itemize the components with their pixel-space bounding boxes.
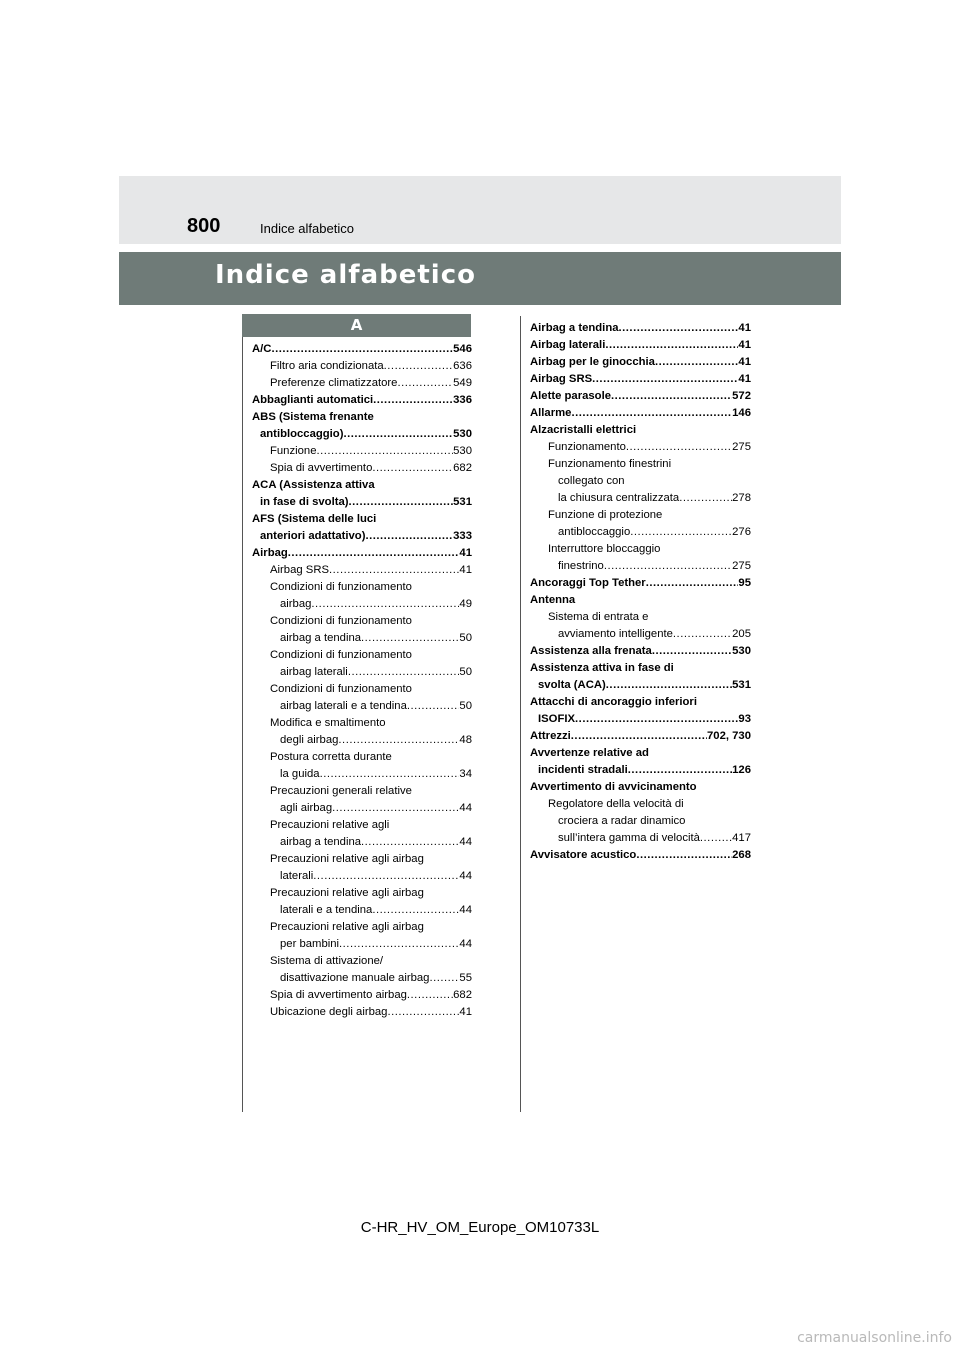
index-entry	[530, 711, 751, 728]
index-entry	[530, 337, 751, 354]
index-entry-label: laterali e a tendina	[280, 904, 373, 916]
index-entry-label: Precauzioni relative agli airbag	[270, 853, 424, 865]
dot-leader	[619, 320, 739, 337]
index-entry-page: 702, 730	[707, 730, 751, 742]
dot-leader	[311, 596, 459, 613]
index-entry-label: ABS (Sistema frenante	[252, 411, 374, 423]
dot-leader	[372, 902, 459, 919]
index-entry-label: la guida	[280, 768, 320, 780]
index-entry	[252, 545, 472, 562]
index-entry-label: Assistenza attiva in fase di	[530, 662, 674, 674]
index-entry-label: Antenna	[530, 594, 576, 606]
index-entry-label: in fase di svolta)	[260, 496, 349, 508]
index-entry-label: Airbag SRS	[530, 373, 593, 385]
index-entry-label: degli airbag	[280, 734, 339, 746]
index-entry-page: 276	[732, 526, 751, 538]
index-entry-label: airbag laterali e a tendina	[280, 700, 407, 712]
index-entry-label: Assistenza alla frenata	[530, 645, 652, 657]
index-entry-label: Funzione	[270, 445, 317, 457]
index-entry-page: 44	[459, 904, 472, 916]
index-entry-label: per bambini	[280, 938, 340, 950]
index-entry-label: Funzionamento finestrini	[548, 458, 672, 470]
index-entry	[252, 596, 472, 613]
dot-leader	[343, 426, 453, 443]
dot-leader	[361, 630, 459, 647]
index-entry-label: ISOFIX	[538, 713, 576, 725]
index-entry-label: Preferenze climatizzatore	[270, 377, 398, 389]
index-entry	[252, 358, 472, 375]
dot-leader	[673, 626, 732, 643]
index-entry	[530, 320, 751, 337]
dot-leader	[332, 800, 459, 817]
index-entry-label: Funzione di protezione	[548, 509, 663, 521]
index-entry-page: 336	[453, 394, 472, 406]
section-letter: A	[242, 314, 471, 337]
index-entry-page: 572	[732, 390, 751, 402]
index-entry	[252, 936, 472, 953]
index-entry-label: Funzionamento	[548, 441, 626, 453]
dot-leader	[606, 677, 732, 694]
index-entry	[530, 677, 751, 694]
dot-leader	[592, 371, 738, 388]
index-entry-page: 41	[459, 564, 472, 576]
index-entry-page: 41	[459, 547, 472, 559]
index-entry-page: 95	[738, 577, 751, 589]
index-entry-page: 530	[732, 645, 751, 657]
dot-leader	[700, 830, 732, 847]
index-entry-page: 275	[732, 560, 751, 572]
index-entry	[252, 443, 472, 460]
index-entry-label: antibloccaggio)	[260, 428, 344, 440]
index-entry-page: 48	[459, 734, 472, 746]
index-entry-label: Modifica e smaltimento	[270, 717, 386, 729]
index-entry	[252, 800, 472, 817]
index-entry	[252, 392, 472, 409]
index-entry-label: laterali	[280, 870, 314, 882]
index-entry-page: 531	[732, 679, 751, 691]
index-entry-page: 275	[732, 441, 751, 453]
index-entry	[252, 664, 472, 681]
index-entry	[530, 371, 751, 388]
index-entry-page: 41	[459, 1006, 472, 1018]
index-entry	[530, 490, 751, 507]
index-entry-page: 41	[738, 339, 751, 351]
index-entry-label: ACA (Assistenza attiva	[252, 479, 375, 491]
index-entry-label: Condizioni di funzionamento	[270, 683, 412, 695]
index-entry-label: Avvertenze relative ad	[530, 747, 649, 759]
index-entry-label: Allarme	[530, 407, 572, 419]
index-entry-page: 278	[732, 492, 751, 504]
dot-leader	[571, 405, 732, 422]
dot-leader	[320, 766, 460, 783]
index-entry	[252, 698, 472, 715]
index-entry-page: 549	[453, 377, 472, 389]
dot-leader	[288, 545, 460, 562]
dot-leader	[571, 728, 707, 745]
index-entry	[530, 558, 751, 575]
index-entry-page: 636	[453, 360, 472, 372]
dot-leader	[339, 936, 459, 953]
index-entry-page: 530	[453, 445, 472, 457]
dot-leader	[313, 868, 459, 885]
index-entry-label: Avvisatore acustico	[530, 849, 637, 861]
index-entry-page: 50	[459, 700, 472, 712]
dot-leader	[646, 575, 739, 592]
index-entry-page: 50	[459, 632, 472, 644]
dot-leader	[626, 439, 732, 456]
index-entry-label: disattivazione manuale airbag	[280, 972, 430, 984]
index-entry-label: anteriori adattativo)	[260, 530, 366, 542]
index-entry	[252, 1004, 472, 1021]
index-entry-page: 50	[459, 666, 472, 678]
index-entry-label: airbag	[280, 598, 312, 610]
index-entry-page: 41	[738, 373, 751, 385]
index-entry-page: 530	[453, 428, 472, 440]
dot-leader	[338, 732, 459, 749]
index-entry-page: 146	[732, 407, 751, 419]
index-entry-label: Condizioni di funzionamento	[270, 581, 412, 593]
dot-leader	[271, 341, 453, 358]
index-entry-label: Spia di avvertimento	[270, 462, 373, 474]
index-entry-label: finestrino	[558, 560, 604, 572]
index-entry	[252, 732, 472, 749]
index-entry	[530, 830, 751, 847]
dot-leader	[655, 354, 738, 371]
index-entry	[252, 528, 472, 545]
index-entry	[252, 494, 472, 511]
dot-leader	[407, 698, 460, 715]
index-entry	[530, 643, 751, 660]
index-entry-label: Airbag laterali	[530, 339, 606, 351]
dot-leader	[397, 375, 453, 392]
document-code: C-HR_HV_OM_Europe_OM10733L	[360, 1219, 600, 1236]
index-entry	[530, 626, 751, 643]
header-label: Indice alfabetico	[260, 221, 354, 236]
index-entry	[252, 341, 472, 358]
column-divider-left	[242, 337, 243, 1112]
index-entry-page: 55	[459, 972, 472, 984]
index-entry-label: crociera a radar dinamico	[558, 815, 686, 827]
index-entry-page: 682	[453, 989, 472, 1001]
index-entry-page: 44	[459, 836, 472, 848]
index-entry-page: 41	[738, 322, 751, 334]
index-entry-page: 93	[738, 713, 751, 725]
dot-leader	[679, 490, 732, 507]
index-entry-page: 417	[732, 832, 751, 844]
dot-leader	[605, 337, 738, 354]
index-entry-label: Postura corretta durante	[270, 751, 392, 763]
index-entry-page: 41	[738, 356, 751, 368]
index-entry	[530, 354, 751, 371]
index-entry	[530, 847, 751, 864]
index-entry-page: 205	[732, 628, 751, 640]
index-entry-label: avviamento intelligente	[558, 628, 673, 640]
index-entry-label: Precauzioni generali relative	[270, 785, 412, 797]
index-entry-label: airbag a tendina	[280, 836, 362, 848]
index-entry	[252, 375, 472, 392]
column-divider-right	[520, 316, 521, 1112]
index-entry-label: Alette parasole	[530, 390, 611, 402]
index-entry-label: airbag a tendina	[280, 632, 362, 644]
index-entry-label: agli airbag	[280, 802, 333, 814]
page-title: Indice alfabetico	[215, 260, 476, 290]
dot-leader	[361, 834, 459, 851]
dot-leader	[372, 460, 453, 477]
index-column-left	[252, 341, 472, 1021]
index-entry-label: Abbaglianti automatici	[252, 394, 374, 406]
index-entry-label: Precauzioni relative agli	[270, 819, 390, 831]
dot-leader	[387, 1004, 459, 1021]
index-entry	[530, 524, 751, 541]
index-entry-page: 44	[459, 870, 472, 882]
index-entry-label: Condizioni di funzionamento	[270, 615, 412, 627]
index-entry	[252, 902, 472, 919]
index-entry-label: Precauzioni relative agli airbag	[270, 921, 424, 933]
index-entry-label: Sistema di entrata e	[548, 611, 649, 623]
index-entry-label: Sistema di attivazione/	[270, 955, 384, 967]
index-entry	[252, 834, 472, 851]
dot-leader	[575, 711, 738, 728]
dot-leader	[384, 358, 453, 375]
dot-leader	[630, 524, 732, 541]
index-entry	[530, 388, 751, 405]
index-entry-label: A/C	[252, 343, 272, 355]
index-entry	[530, 405, 751, 422]
index-entry-label: Ubicazione degli airbag	[270, 1006, 388, 1018]
index-entry-label: Filtro aria condizionata	[270, 360, 384, 372]
index-entry-label: svolta (ACA)	[538, 679, 606, 691]
index-entry-label: Alzacristalli elettrici	[530, 424, 637, 436]
index-entry-label: sull’intera gamma di velocità	[558, 832, 700, 844]
index-entry-label: Regolatore della velocità di	[548, 798, 684, 810]
index-entry-label: Attrezzi	[530, 730, 571, 742]
index-entry-label: collegato con	[558, 475, 625, 487]
index-entry-label: incidenti stradali	[538, 764, 628, 776]
index-entry-page: 333	[453, 530, 472, 542]
index-entry-page: 531	[453, 496, 472, 508]
index-entry-label: Airbag a tendina	[530, 322, 619, 334]
index-entry-page: 682	[453, 462, 472, 474]
dot-leader	[611, 388, 732, 405]
index-entry	[252, 630, 472, 647]
index-entry-label: Airbag SRS	[270, 564, 330, 576]
index-entry-label: Condizioni di funzionamento	[270, 649, 412, 661]
dot-leader	[329, 562, 459, 579]
index-entry	[530, 439, 751, 456]
index-entry	[252, 562, 472, 579]
dot-leader	[348, 664, 460, 681]
index-entry	[530, 762, 751, 779]
index-entry-label: Avvertimento di avvicinamento	[530, 781, 697, 793]
index-entry	[252, 868, 472, 885]
dot-leader	[373, 392, 453, 409]
index-entry	[252, 987, 472, 1004]
index-entry-page: 44	[459, 802, 472, 814]
index-entry	[530, 575, 751, 592]
dot-leader	[604, 558, 732, 575]
index-entry-label: Attacchi di ancoraggio inferiori	[530, 696, 697, 708]
index-entry-page: 34	[459, 768, 472, 780]
dot-leader	[628, 762, 732, 779]
index-entry	[530, 728, 751, 745]
index-entry-page: 546	[453, 343, 472, 355]
index-entry	[252, 970, 472, 987]
dot-leader	[636, 847, 732, 864]
index-entry-label: Airbag per le ginocchia	[530, 356, 655, 368]
index-entry	[252, 766, 472, 783]
index-entry-page: 49	[459, 598, 472, 610]
index-entry-page: 44	[459, 938, 472, 950]
dot-leader	[365, 528, 453, 545]
index-entry	[252, 426, 472, 443]
index-entry-label: la chiusura centralizzata	[558, 492, 680, 504]
index-entry	[252, 460, 472, 477]
dot-leader	[349, 494, 454, 511]
index-column-right	[530, 320, 751, 864]
watermark: carmanualsonline.info	[797, 1330, 952, 1346]
page-number: 800	[187, 215, 221, 237]
index-entry-page: 126	[732, 764, 751, 776]
index-entry-label: Ancoraggi Top Tether	[530, 577, 646, 589]
index-entry-label: AFS (Sistema delle luci	[252, 513, 377, 525]
dot-leader	[652, 643, 732, 660]
index-entry-label: antibloccaggio	[558, 526, 631, 538]
index-entry-label: Interruttore bloccaggio	[548, 543, 661, 555]
dot-leader	[429, 970, 459, 987]
header-band	[119, 176, 841, 244]
index-entry-label: Airbag	[252, 547, 288, 559]
index-entry-page: 268	[732, 849, 751, 861]
index-entry-label: Precauzioni relative agli airbag	[270, 887, 424, 899]
dot-leader	[407, 987, 453, 1004]
dot-leader	[316, 443, 453, 460]
index-entry-label: Spia di avvertimento airbag	[270, 989, 407, 1001]
index-entry-label: airbag laterali	[280, 666, 348, 678]
